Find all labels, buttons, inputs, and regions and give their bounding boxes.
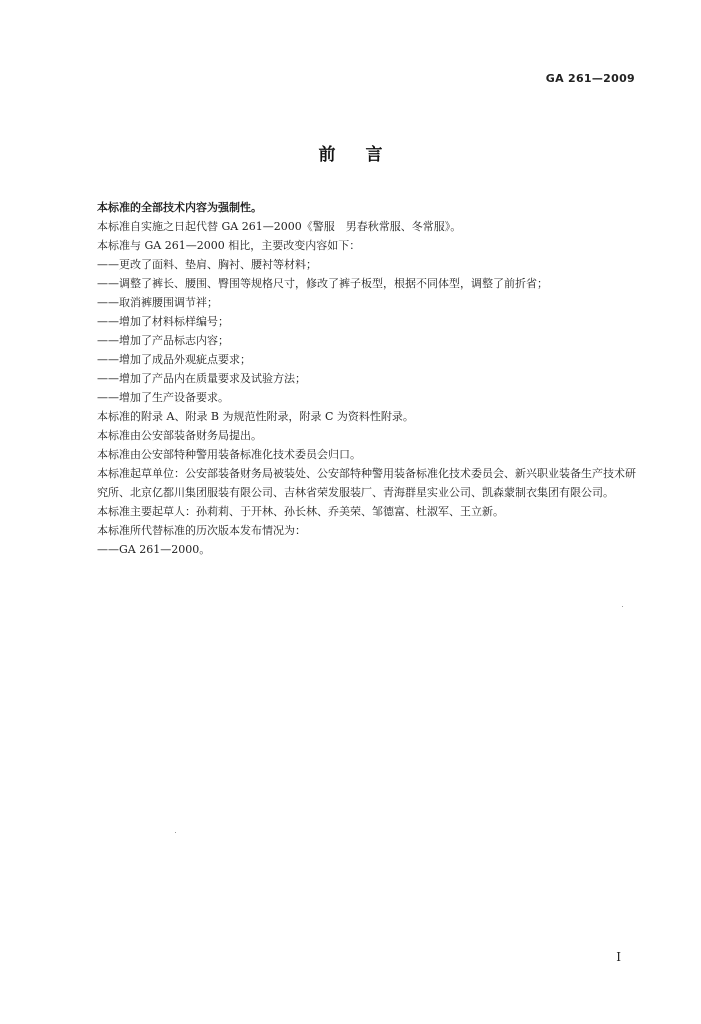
paragraph-replacement-statement: 本标准自实施之日起代替 GA 261—2000《警服 男春秋常服、冬常服》。: [97, 220, 462, 233]
document-body: [97, 198, 637, 559]
list-item-change-7: ——增加了产品内在质量要求及试验方法；: [97, 372, 306, 385]
page-number: I: [616, 950, 621, 964]
list-item-change-1: ——更改了面料、垫肩、胸衬、腰衬等材料；: [97, 258, 317, 271]
paragraph-main-drafters: 本标准主要起草人：孙莉莉、于开林、孙长林、乔美荣、邹德富、杜淑军、王立新。: [97, 505, 504, 518]
list-item-change-8: ——增加了生产设备要求。: [97, 391, 229, 404]
list-item-change-3: ——取消裤腰围调节袢；: [97, 296, 218, 309]
list-item-change-2: ——调整了裤长、腰围、臀围等规格尺寸，修改了裤子板型，根据不同体型，调整了前折省；: [97, 277, 548, 290]
list-item-previous-edition: ——GA 261—2000。: [97, 543, 211, 556]
list-item-change-5: ——增加了产品标志内容；: [97, 334, 229, 347]
paragraph-changes-intro: 本标准与 GA 261—2000 相比，主要改变内容如下：: [97, 239, 361, 252]
standard-code-header: GA 261—2009: [545, 72, 635, 85]
paragraph-proposer: 本标准由公安部装备财务局提出。: [97, 429, 262, 442]
paragraph-drafting-units: 本标准起草单位：公安部装备财务局被装处、公安部特种警用装备标准化技术委员会、新兴职业装备生产技术研究所、北京亿都川集团服装有限公司、吉林省荣发服装厂、青海群星实业公司、凯森蒙制衣集团有限公司。: [97, 467, 636, 499]
paragraph-appendix-statement: 本标准的附录 A、附录 B 为规范性附录，附录 C 为资料性附录。: [97, 410, 414, 423]
paragraph-centralized-by: 本标准由公安部特种警用装备标准化技术委员会归口。: [97, 448, 361, 461]
list-item-change-6: ——增加了成品外观疵点要求；: [97, 353, 251, 366]
page-title: 前言: [318, 145, 413, 165]
paragraph-previous-editions: 本标准所代替标准的历次版本发布情况为：: [97, 524, 306, 537]
paragraph-mandatory-statement: 本标准的全部技术内容为强制性。: [97, 201, 262, 214]
list-item-change-4: ——增加了材料标样编号；: [97, 315, 229, 328]
